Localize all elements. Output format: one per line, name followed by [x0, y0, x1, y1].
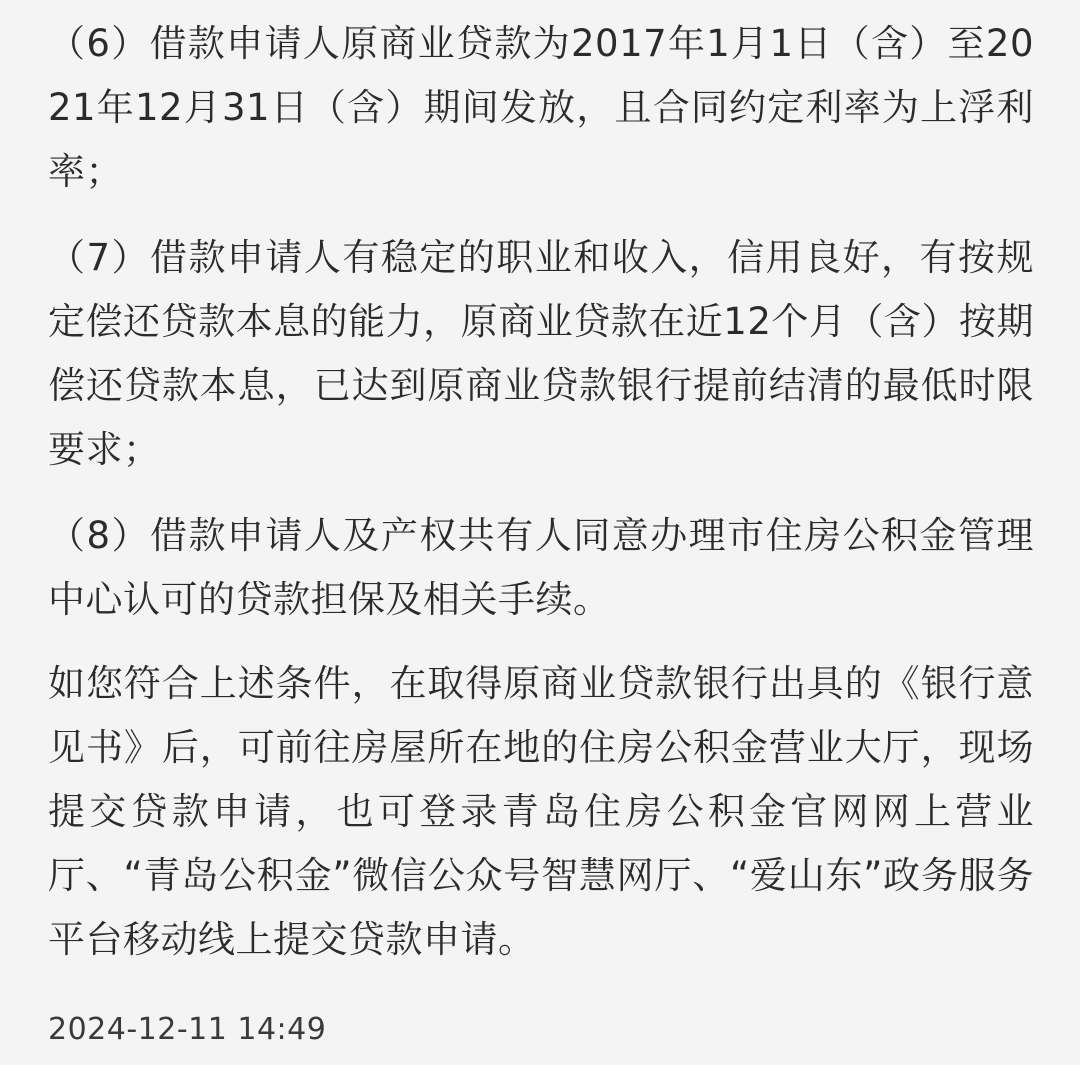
article-body: [48, 12, 1038, 972]
publish-timestamp: 2024-12-11 14:49: [48, 1012, 327, 1047]
paragraph-item-6: （6）借款申请人原商业贷款为2017年1月1日（含）至2021年12月31日（含）期间发放，且合同约定利率为上浮利率；: [48, 22, 1034, 193]
paragraph-item-7: （7）借款申请人有稳定的职业和收入，信用良好，有按规定偿还贷款本息的能力，原商业贷款在近12个月（含）按期偿还贷款本息，已达到原商业贷款银行提前结清的最低时限要求；: [48, 236, 1034, 471]
paragraph-item-8: （8）借款申请人及产权共有人同意办理市住房公积金管理中心认可的贷款担保及相关手续。: [48, 514, 1034, 621]
paragraph-application-instructions: 如您符合上述条件，在取得原商业贷款银行出具的《银行意见书》后，可前往房屋所在地的住房公积金营业大厅，现场提交贷款申请，也可登录青岛住房公积金官网网上营业厅、“青岛公积金”微信公众号智慧网厅、“爱山东”政务服务平台移动线上提交贷款申请。: [48, 662, 1034, 961]
